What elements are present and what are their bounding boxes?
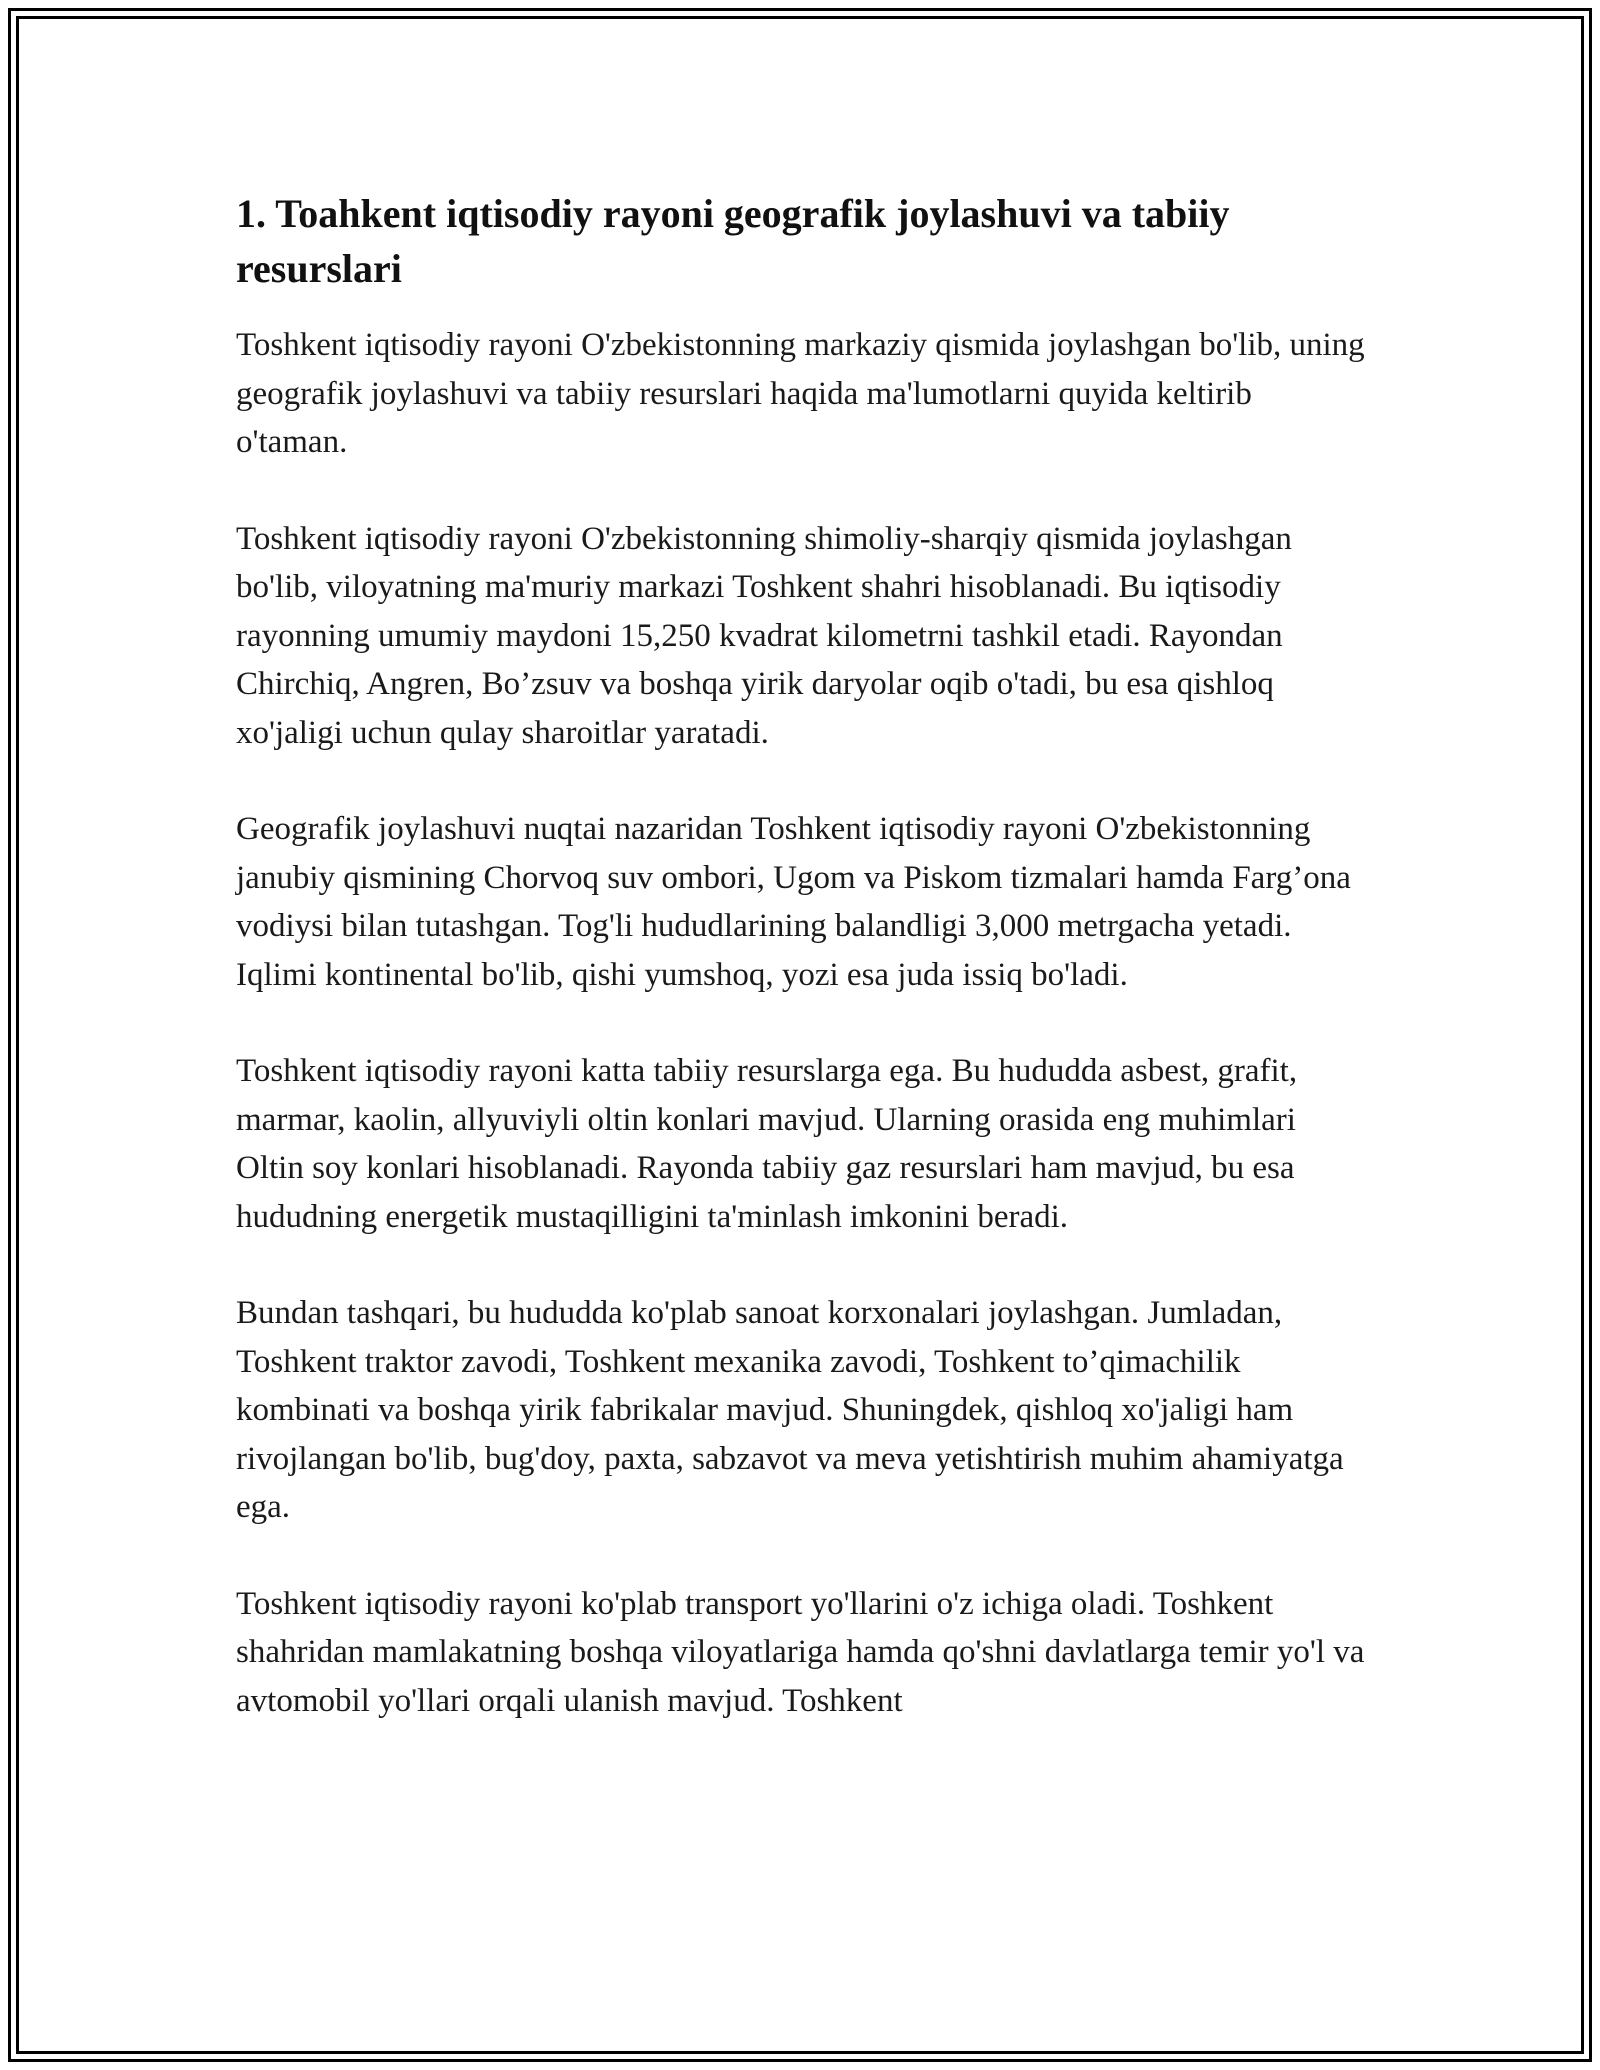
paragraph-location: Toshkent iqtisodiy rayoni O'zbekistonning shimoliy-sharqiy qismida joylashgan bo'lib, viloyatning ma'muriy markazi Toshkent shahri hisoblanadi. Bu iqtisodiy rayonning umumiy maydoni 15,250 kvadrat kilometrni tashkil etadi. Rayondan Chirchiq, Angren, Bo’zsuv va boshqa yirik daryolar oqib o'tadi, bu esa qishloq xo'jaligi uchun qulay sharoitlar yaratadi. bbox=[236, 520, 1292, 751]
paragraph-intro: Toshkent iqtisodiy rayoni O'zbekistonning markaziy qismida joylashgan bo'lib, uning geografik joylashuvi va tabiiy resurslari haqida ma'lumotlarni quyida keltirib o'taman. bbox=[236, 327, 1365, 460]
paragraph-transport: Toshkent iqtisodiy rayoni ko'plab transport yo'llarini o'z ichiga oladi. Toshkent shahridan mamlakatning boshqa viloyatlariga hamda qo'shni davlatlarga temir yo'l va avtomobil yo'llari orqali ulanish mavjud. Toshkent bbox=[236, 1585, 1365, 1719]
paragraph-geography: Geografik joylashuvi nuqtai nazaridan Toshkent iqtisodiy rayoni O'zbekistonning janubiy qismining Chorvoq suv ombori, Ugom va Piskom tizmalari hamda Farg’ona vodiysi bilan tutashgan. Tog'li hududlarining balandligi 3,000 metrgacha yetadi. Iqlimi kontinental bo'lib, qishi yumshoq, yozi esa juda issiq bo'ladi. bbox=[236, 811, 1351, 993]
document-title: 1. Toahkent iqtisodiy rayoni geografik joylashuvi va tabiiy resurslari bbox=[236, 191, 1230, 291]
paragraph-industry: Bundan tashqari, bu hududda ko'plab sanoat korxonalari joylashgan. Jumladan, Toshkent traktor zavodi, Toshkent mexanika zavodi, Toshkent to’qimachilik kombinati va boshqa yirik fabrikalar mavjud. Shuningdek, qishloq xo'jaligi ham rivojlangan bo'lib, bug'doy, paxta, sabzavot va meva yetishtirish muhim ahamiyatga ega. bbox=[236, 1295, 1344, 1525]
document-body bbox=[236, 186, 1366, 1773]
paragraph-natural-resources: Toshkent iqtisodiy rayoni katta tabiiy resurslarga ega. Bu hududda asbest, grafit, marmar, kaolin, allyuviyli oltin konlari mavjud. Ularning orasida eng muhimlari Oltin soy konlari hisoblanadi. Rayonda tabiiy gaz resurslari ham mavjud, bu esa hududning energetik mustaqilligini ta'minlash imkonini beradi. bbox=[236, 1053, 1298, 1235]
